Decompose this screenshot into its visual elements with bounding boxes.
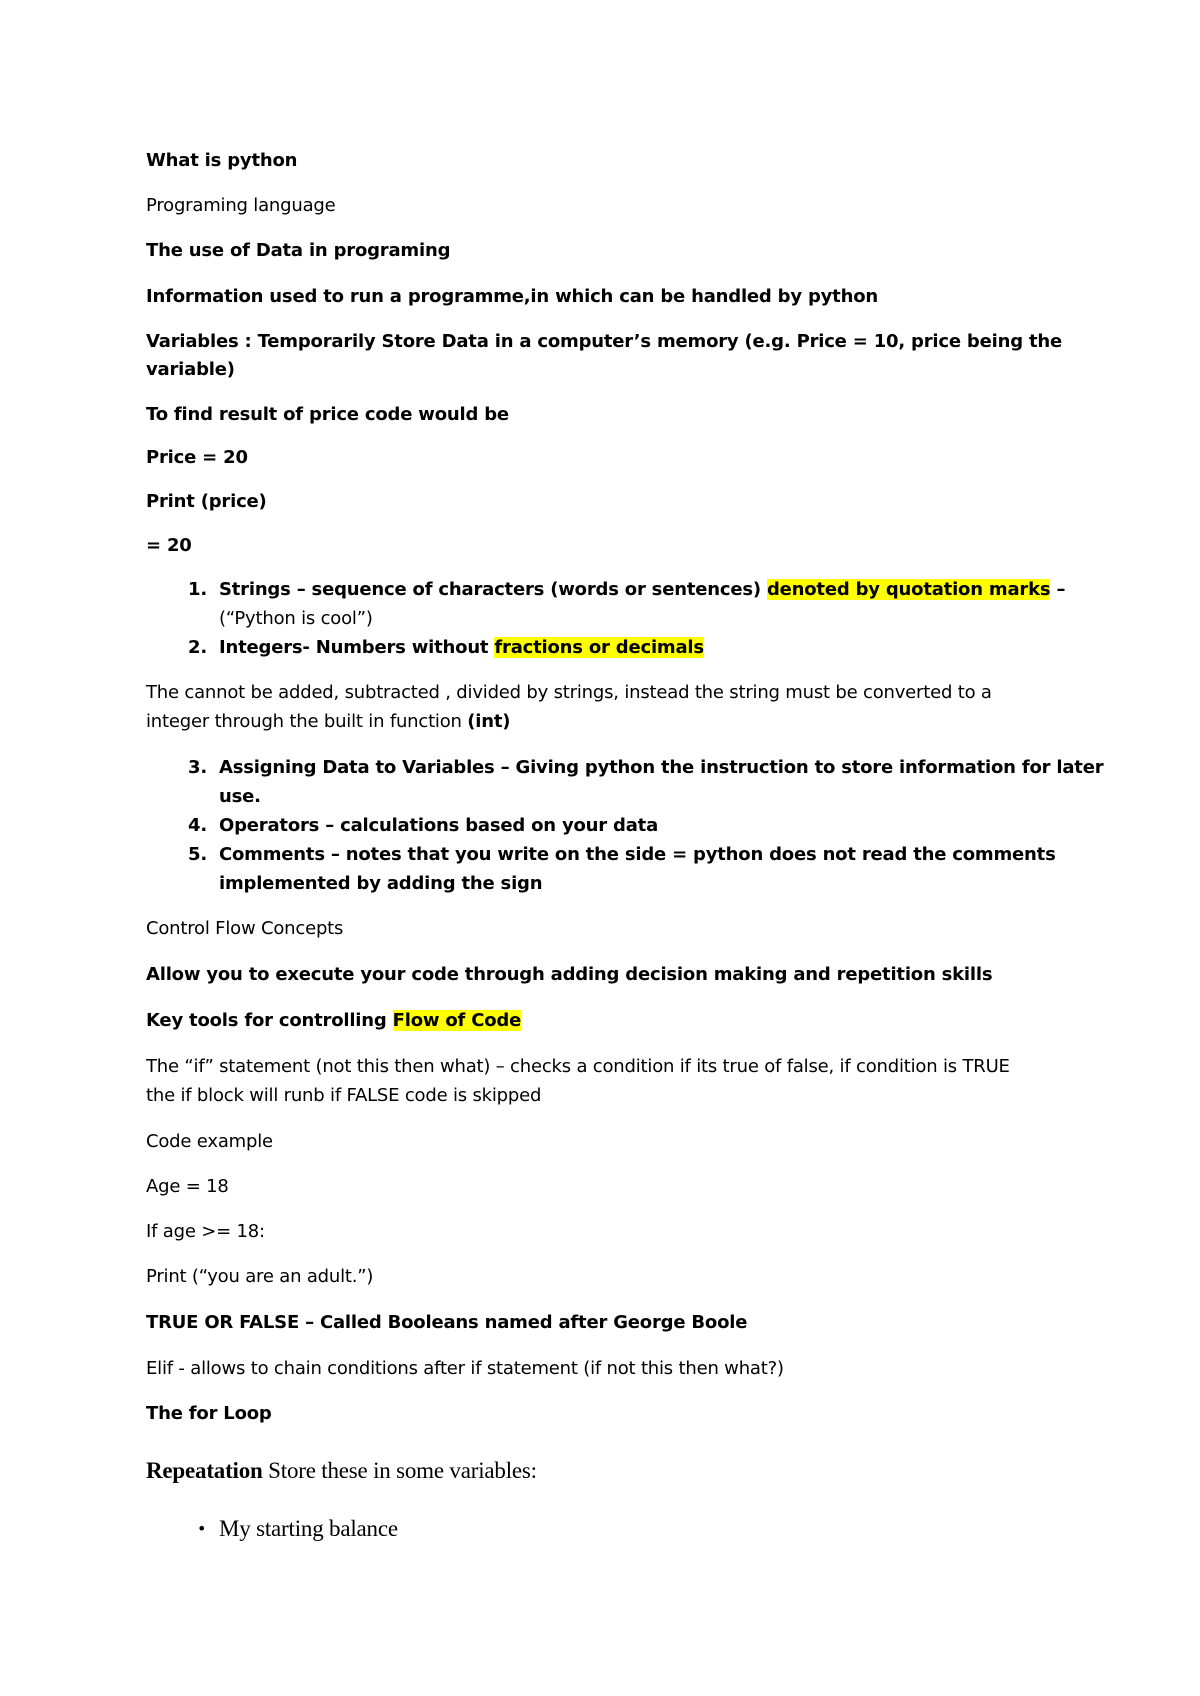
text-information-used: Information used to run a programme,in which can be handled by python: [146, 286, 878, 307]
bullet-icon: •: [197, 1519, 207, 1538]
list-number: 1.: [188, 579, 207, 600]
list-item-comments: [188, 840, 1139, 869]
text-booleans: TRUE OR FALSE – Called Booleans named after George Boole: [146, 1312, 748, 1333]
list-item-assigning-cont: use.: [219, 786, 261, 807]
text-variables-line1: Variables : Temporarily Store Data in a computer’s memory (e.g. Price = 10, price being the: [146, 331, 1062, 352]
list-number: 5.: [188, 844, 207, 865]
text-repeatation: [146, 1455, 1066, 1487]
heading-use-of-data: The use of Data in programing: [146, 240, 451, 261]
text-find-result: To find result of price code would be: [146, 404, 509, 425]
list-item-comments-cont: implemented by adding the sign: [219, 873, 543, 894]
text-cannot-be-added-line2: [146, 707, 1066, 736]
code-result: = 20: [146, 535, 192, 556]
list-item-text: Strings – sequence of characters (words or sentences): [219, 579, 767, 600]
list-item-text: –: [1050, 579, 1066, 600]
heading-control-flow: Control Flow Concepts: [146, 918, 344, 939]
highlight-text: denoted by quotation marks: [766, 579, 1051, 600]
paragraph-text: Key tools for controlling: [146, 1010, 393, 1031]
function-name: (int): [467, 711, 511, 732]
list-item-assigning: [188, 753, 1139, 782]
repeatation-label: Repeatation: [146, 1458, 263, 1483]
heading-what-is-python: What is python: [146, 150, 298, 171]
code-price-assign: Price = 20: [146, 447, 248, 468]
list-number: 2.: [188, 637, 207, 658]
list-item-strings: [188, 575, 1139, 604]
code-if-age: If age >= 18:: [146, 1221, 265, 1242]
text-cannot-be-added-line1: The cannot be added, subtracted , divided by strings, instead the string must be converted to a: [146, 682, 992, 703]
text-elif: Elif - allows to chain conditions after if statement (if not this then what?): [146, 1358, 784, 1379]
bullet-text: My starting balance: [219, 1516, 398, 1541]
paragraph-text: Store these in some variables:: [262, 1458, 537, 1483]
list-item-text: Operators – calculations based on your data: [219, 815, 659, 836]
highlight-text: Flow of Code: [392, 1010, 522, 1031]
list-number: 3.: [188, 757, 207, 778]
highlight-text: fractions or decimals: [494, 637, 704, 658]
list-item-text: Comments – notes that you write on the side = python does not read the comments: [219, 844, 1056, 865]
list-item-integers: [188, 633, 1139, 662]
list-item-text: Integers- Numbers without: [219, 637, 495, 658]
text-allow-execute: Allow you to execute your code through adding decision making and repetition skills: [146, 964, 993, 985]
list-item-strings-cont: (“Python is cool”): [219, 608, 373, 629]
code-print-price: Print (price): [146, 491, 267, 512]
text-if-statement-line2: the if block will runb if FALSE code is skipped: [146, 1085, 542, 1106]
bullet-item-starting-balance: [197, 1513, 1139, 1545]
list-item-operators: [188, 811, 1139, 840]
text-if-statement-line1: The “if” statement (not this then what) – checks a condition if its true of false, if condition is TRUE: [146, 1056, 1010, 1077]
text-programing-language: Programing language: [146, 195, 336, 216]
text-code-example: Code example: [146, 1131, 273, 1152]
text-variables-line2: variable): [146, 359, 235, 380]
heading-for-loop: The for Loop: [146, 1403, 272, 1424]
list-number: 4.: [188, 815, 207, 836]
code-age-assign: Age = 18: [146, 1176, 229, 1197]
code-print-adult: Print (“you are an adult.”): [146, 1266, 374, 1287]
paragraph-text: integer through the built in function: [146, 711, 468, 732]
text-key-tools: [146, 1006, 1066, 1035]
list-item-text: Assigning Data to Variables – Giving python the instruction to store information for later: [219, 757, 1104, 778]
